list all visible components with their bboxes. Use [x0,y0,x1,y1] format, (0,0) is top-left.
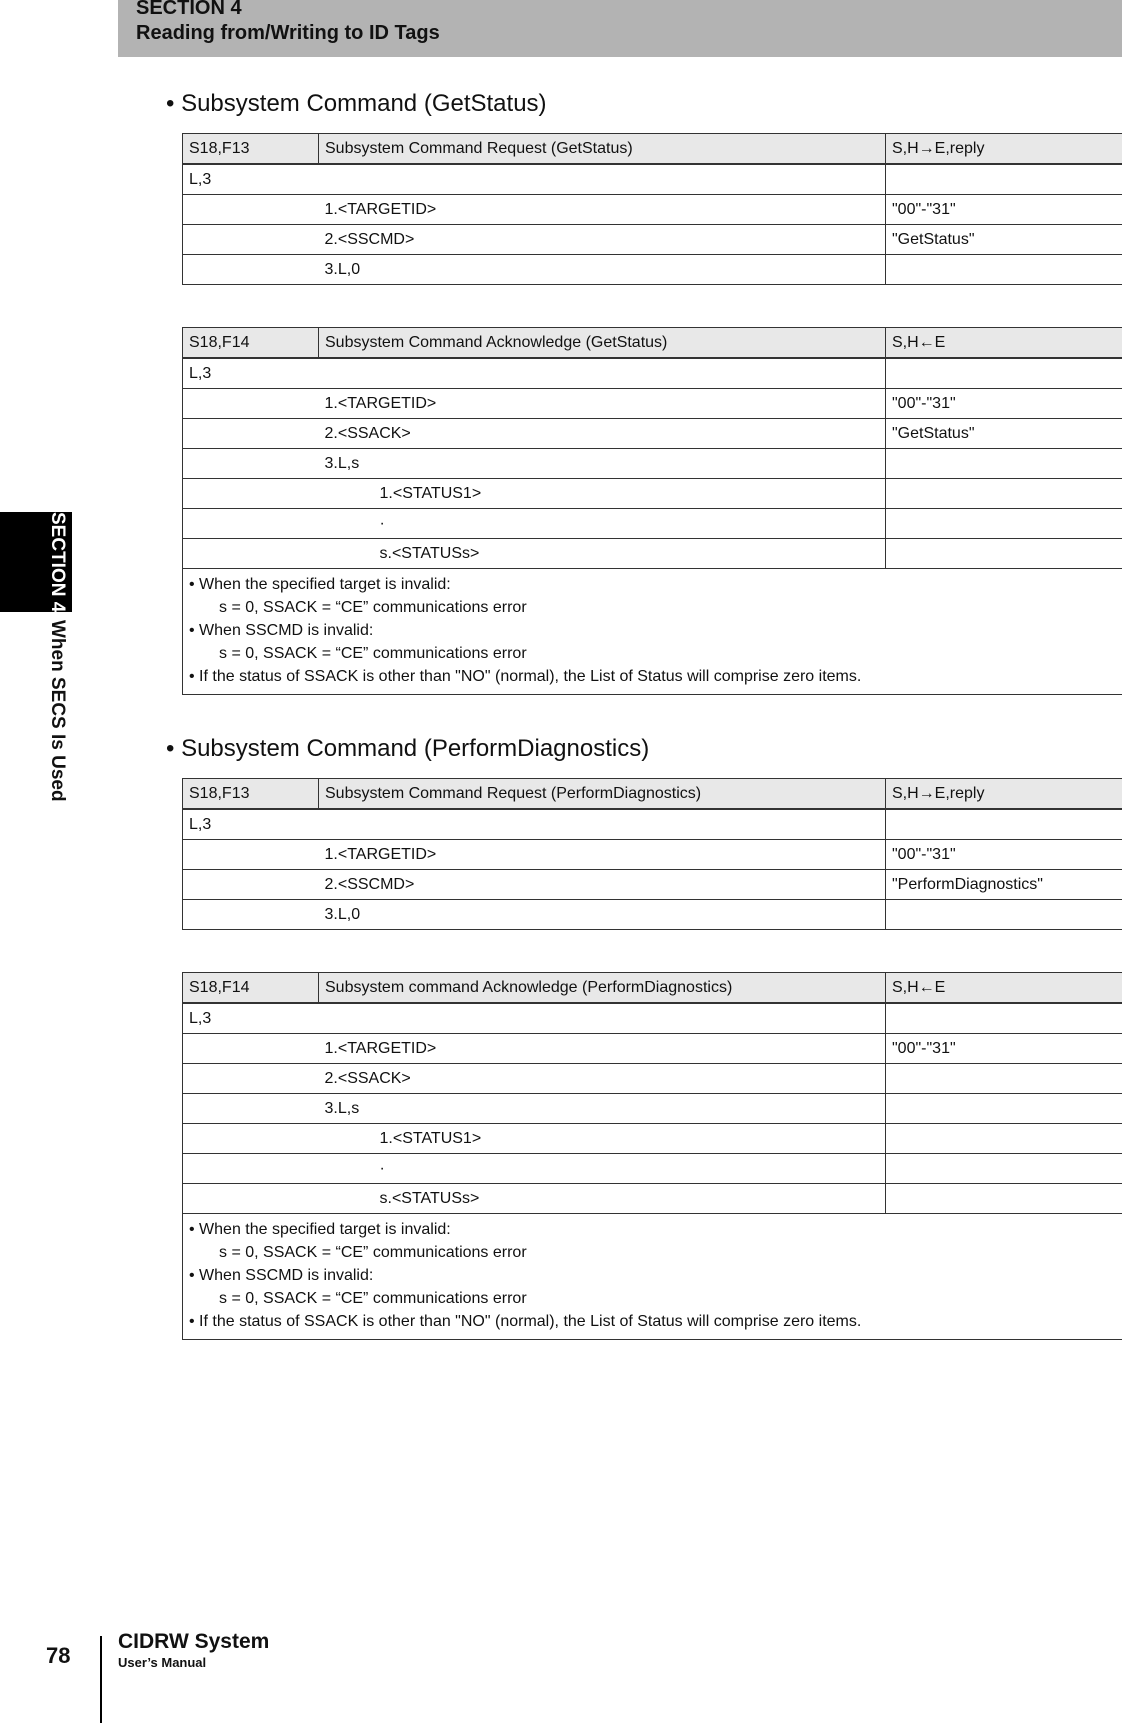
row-value [886,1184,1122,1214]
row-item: L,3 [183,164,886,195]
message-table-s18f14-performdiagnostics [182,972,1122,1340]
note-line: • When SSCMD is invalid: [189,622,374,639]
table-header-row [183,973,1122,1004]
direction: S,H←E [886,328,1122,359]
table-row [183,1124,1122,1154]
note-line: • If the status of SSACK is other than "NO" (normal), the List of Status will comprise zero items. [189,1313,862,1330]
section-number: SECTION 4 [136,0,242,19]
row-value [886,358,1122,389]
row-item: s.<STATUSs> [319,539,886,569]
row-item: · [319,1154,886,1184]
note-line: s = 0, SSACK = “CE” communications error [219,599,527,616]
row-value: "00"-"31" [886,840,1122,870]
side-tab-label: When SECS Is Used [47,620,68,802]
row-item: 1.<STATUS1> [319,479,886,509]
table-header-row [183,779,1122,810]
row-item: 2.<SSCMD> [319,225,886,255]
page-number: 78 [46,1643,71,1668]
row-item: 3.L,0 [319,900,886,930]
manual-title: CIDRW System [118,1630,270,1653]
table-header-row [183,328,1122,359]
row-item: 1.<TARGETID> [319,840,886,870]
table-row [183,449,1122,479]
notes [183,569,1122,695]
table-row [183,195,1122,225]
table-row [183,479,1122,509]
row-value [886,1124,1122,1154]
table-row [183,1094,1122,1124]
note-line: s = 0, SSACK = “CE” communications error [219,645,527,662]
row-item: 1.<TARGETID> [319,195,886,225]
row-value: "00"-"31" [886,1034,1122,1064]
row-value [886,1064,1122,1094]
table-row [183,809,1122,840]
note-line: • When the specified target is invalid: [189,1221,451,1238]
row-item: 1.<STATUS1> [319,1124,886,1154]
note-line: • When SSCMD is invalid: [189,1267,374,1284]
row-value [886,539,1122,569]
note-line: • If the status of SSACK is other than "NO" (normal), the List of Status will comprise zero items. [189,668,862,685]
footer-divider [100,1636,102,1723]
row-item: 3.L,s [319,1094,886,1124]
row-value [886,1094,1122,1124]
note-line: • When the specified target is invalid: [189,576,451,593]
message-title: Subsystem Command Acknowledge (GetStatus) [319,328,886,359]
direction: S,H→E,reply [886,779,1122,810]
stream-function: S18,F14 [183,328,319,359]
notes-row [183,1214,1122,1340]
side-tab-section: SECTION 4 [47,512,68,613]
table-row [183,419,1122,449]
message-title: Subsystem Command Request (GetStatus) [319,134,886,165]
table-row [183,225,1122,255]
row-value: "GetStatus" [886,225,1122,255]
message-title: Subsystem command Acknowledge (PerformDiagnostics) [319,973,886,1004]
table-header-row [183,134,1122,165]
section-title: Reading from/Writing to ID Tags [136,22,440,44]
notes-row [183,569,1122,695]
table-row [183,255,1122,285]
table-row [183,1034,1122,1064]
row-value: "GetStatus" [886,419,1122,449]
table-row [183,870,1122,900]
manual-subtitle: User’s Manual [118,1655,207,1670]
notes [183,1214,1122,1340]
table-row [183,1003,1122,1034]
section-header-bar [118,0,1122,57]
row-item: 2.<SSACK> [319,419,886,449]
table-row [183,840,1122,870]
row-value [886,509,1122,539]
table-row [183,358,1122,389]
stream-function: S18,F13 [183,134,319,165]
row-item: 1.<TARGETID> [319,1034,886,1064]
row-value [886,1003,1122,1034]
row-value: "00"-"31" [886,195,1122,225]
row-item: · [319,509,886,539]
table-row [183,164,1122,195]
stream-function: S18,F13 [183,779,319,810]
row-value [886,809,1122,840]
section-heading-performdiagnostics: • Subsystem Command (PerformDiagnostics) [166,735,650,762]
row-item: L,3 [183,1003,886,1034]
row-item: L,3 [183,358,886,389]
table-row [183,389,1122,419]
row-value [886,900,1122,930]
message-table-s18f13-performdiagnostics [182,778,1122,930]
message-table-s18f14-getstatus [182,327,1122,695]
direction: S,H←E [886,973,1122,1004]
row-item: 3.L,s [319,449,886,479]
table-row [183,900,1122,930]
row-value: "00"-"31" [886,389,1122,419]
row-value [886,449,1122,479]
table-row [183,1184,1122,1214]
row-item: 1.<TARGETID> [319,389,886,419]
note-line: s = 0, SSACK = “CE” communications error [219,1290,527,1307]
row-item: 2.<SSCMD> [319,870,886,900]
message-title: Subsystem Command Request (PerformDiagnostics) [319,779,886,810]
table-row [183,1064,1122,1094]
row-value [886,479,1122,509]
row-item: 3.L,0 [319,255,886,285]
message-table-s18f13-getstatus [182,133,1122,285]
row-value [886,164,1122,195]
row-value [886,1154,1122,1184]
note-line: s = 0, SSACK = “CE” communications error [219,1244,527,1261]
row-value [886,255,1122,285]
row-item: L,3 [183,809,886,840]
table-row [183,509,1122,539]
table-row [183,539,1122,569]
row-value: "PerformDiagnostics" [886,870,1122,900]
table-row [183,1154,1122,1184]
row-item: s.<STATUSs> [319,1184,886,1214]
direction: S,H→E,reply [886,134,1122,165]
stream-function: S18,F14 [183,973,319,1004]
row-item: 2.<SSACK> [319,1064,886,1094]
side-tab [42,512,72,812]
section-heading-getstatus: • Subsystem Command (GetStatus) [166,90,547,117]
